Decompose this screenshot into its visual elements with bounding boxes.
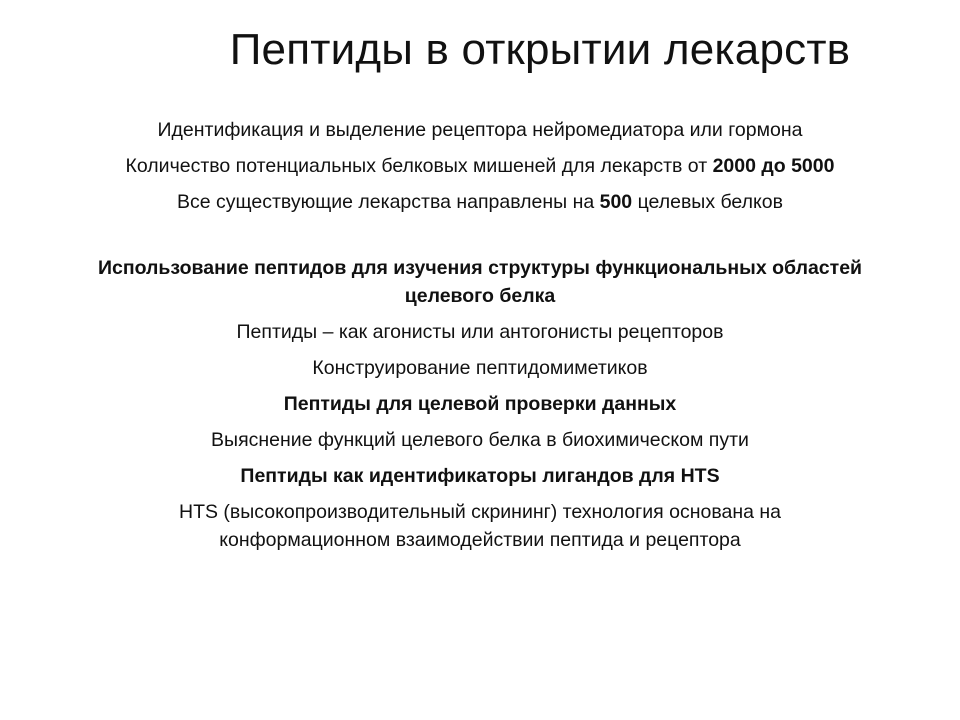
slide-body xyxy=(20,116,940,554)
target-count-range: 2000 до 5000 xyxy=(712,155,835,177)
text-line-hts-description xyxy=(20,498,940,554)
text-line-biochemical-pathway: Выяснение функций целевого белка в биохимическом пути xyxy=(211,429,749,451)
text-line-peptidomimetics: Конструирование пептидомиметиков xyxy=(312,357,648,379)
existing-drugs-suffix: целевых белков xyxy=(632,191,783,213)
section-heading-structure-line1: Использование пептидов для изучения структуры функциональных областей xyxy=(97,257,863,279)
target-count-text: Количество потенциальных белковых мишеней для лекарств от xyxy=(125,155,713,177)
existing-drugs-count: 500 xyxy=(599,191,633,213)
section-heading-structure xyxy=(20,254,940,310)
section-heading-validation: Пептиды для целевой проверки данных xyxy=(283,393,677,415)
text-line-existing-drugs xyxy=(20,188,940,216)
hts-description-line2: конформационном взаимодействии пептида и рецептора xyxy=(219,529,741,551)
section-heading-structure-line2: целевого белка xyxy=(404,285,556,307)
text-line-receptor-identification: Идентификация и выделение рецептора нейромедиатора или гормона xyxy=(157,119,803,141)
slide-title: Пептиды в открытии лекарств xyxy=(229,25,851,74)
text-line-agonists: Пептиды – как агонисты или антогонисты рецепторов xyxy=(236,321,724,343)
text-line-target-count xyxy=(20,152,940,180)
hts-description-line1: HTS (высокопроизводительный скрининг) технология основана на xyxy=(179,501,781,523)
existing-drugs-text: Все существующие лекарства направлены на xyxy=(177,191,600,213)
section-heading-hts: Пептиды как идентификаторы лигандов для HTS xyxy=(240,465,720,487)
